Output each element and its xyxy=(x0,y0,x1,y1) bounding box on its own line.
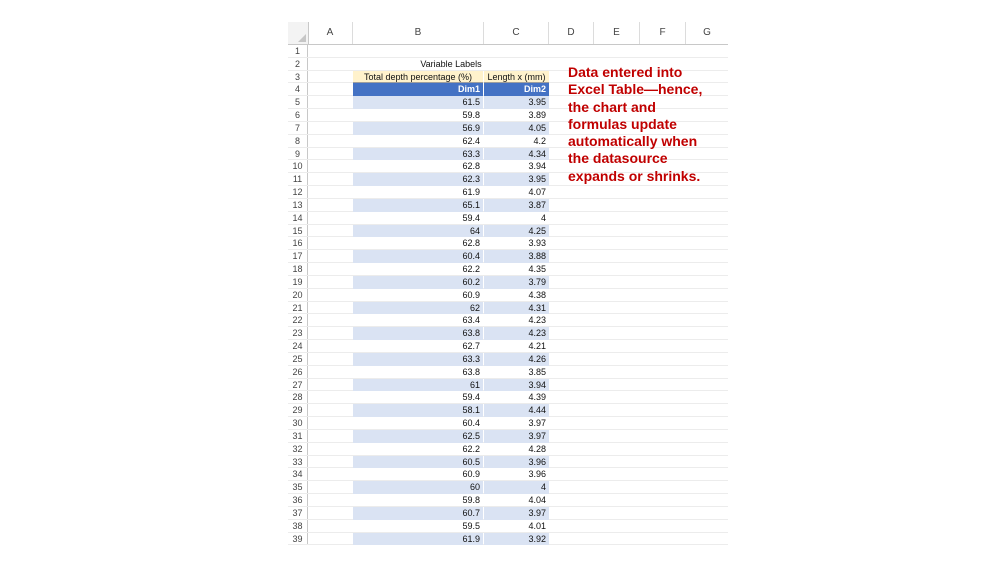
table-cell-dim1[interactable]: 63.4 xyxy=(462,315,480,326)
table-cell-dim2[interactable]: 3.95 xyxy=(484,96,549,109)
row-number[interactable]: 6 xyxy=(288,109,308,122)
table-cell-dim1[interactable]: 63.8 xyxy=(353,327,483,340)
table-cell-dim2[interactable]: 4.21 xyxy=(528,341,546,352)
column-header-c[interactable]: C xyxy=(484,22,549,44)
note-line: formulas update xyxy=(568,115,677,132)
label-dim1[interactable]: Total depth percentage (%) xyxy=(353,71,483,84)
table-cell-dim2[interactable]: 3.93 xyxy=(528,238,546,249)
table-cell-dim2[interactable]: 4.05 xyxy=(484,122,549,135)
sheet-row xyxy=(288,327,728,340)
row-number[interactable]: 28 xyxy=(288,391,308,404)
table-cell-dim1[interactable]: 62 xyxy=(353,302,483,315)
table-cell-dim2[interactable]: 3.97 xyxy=(484,507,549,520)
sheet-row xyxy=(288,379,728,392)
table-cell-dim2[interactable]: 3.96 xyxy=(484,456,549,469)
table-cell-dim2[interactable]: 4.38 xyxy=(528,289,546,300)
table-cell-dim2[interactable]: 4.34 xyxy=(484,148,549,161)
row-number[interactable]: 5 xyxy=(288,96,308,109)
row-number[interactable]: 13 xyxy=(288,199,308,212)
table-cell-dim1[interactable]: 61.9 xyxy=(462,187,480,198)
sheet-row xyxy=(288,250,728,263)
sheet-row xyxy=(288,276,728,289)
table-cell-dim1[interactable]: 60.9 xyxy=(462,289,480,300)
table-cell-dim2[interactable]: 4.26 xyxy=(484,353,549,366)
note-line: the datasource xyxy=(568,150,668,167)
row-number[interactable]: 4 xyxy=(288,83,308,96)
sheet-row xyxy=(288,430,728,443)
table-cell-dim1[interactable]: 59.8 xyxy=(462,495,480,506)
table-cell-dim2[interactable]: 4.23 xyxy=(484,327,549,340)
table-cell-dim1[interactable]: 60.5 xyxy=(353,456,483,469)
row-number[interactable]: 35 xyxy=(288,481,308,494)
table-cell-dim1[interactable]: 63.3 xyxy=(353,353,483,366)
select-all-corner[interactable] xyxy=(288,22,309,44)
note-line: Data entered into xyxy=(568,64,683,80)
row-number[interactable]: 27 xyxy=(288,379,308,392)
table-cell-dim1[interactable]: 60.7 xyxy=(353,507,483,520)
table-cell-dim2[interactable]: 3.97 xyxy=(528,418,546,429)
table-cell-dim2[interactable]: 4.01 xyxy=(528,520,546,531)
table-cell-dim2[interactable]: 3.94 xyxy=(528,161,546,172)
table-cell-dim1[interactable]: 62.2 xyxy=(462,264,480,275)
column-header-bar xyxy=(288,22,728,45)
row-number[interactable]: 25 xyxy=(288,353,308,366)
sheet-row xyxy=(288,340,728,353)
row-number[interactable]: 20 xyxy=(288,289,308,302)
table-cell-dim1[interactable]: 60 xyxy=(353,481,483,494)
table-cell-dim1[interactable]: 63.3 xyxy=(353,148,483,161)
row-number[interactable]: 33 xyxy=(288,456,308,469)
label-dim2[interactable]: Length x (mm) xyxy=(484,71,549,84)
row-number[interactable]: 16 xyxy=(288,237,308,250)
table-cell-dim1[interactable]: 64 xyxy=(353,225,483,238)
table-cell-dim2[interactable]: 4.07 xyxy=(528,187,546,198)
table-cell-dim1[interactable]: 58.1 xyxy=(353,404,483,417)
table-cell-dim1[interactable]: 59.4 xyxy=(462,212,480,223)
table-cell-dim1[interactable]: 59.4 xyxy=(462,392,480,403)
note-line: automatically when xyxy=(568,133,698,150)
table-cell-dim2[interactable]: 4 xyxy=(484,481,549,494)
row-number[interactable]: 10 xyxy=(288,160,308,173)
table-cell-dim1[interactable]: 60.4 xyxy=(353,250,483,263)
sheet-row xyxy=(288,314,728,327)
row-number[interactable]: 15 xyxy=(288,225,308,238)
table-cell-dim1[interactable]: 60.4 xyxy=(462,418,480,429)
row-number[interactable]: 9 xyxy=(288,148,308,161)
row-number[interactable]: 37 xyxy=(288,507,308,520)
sheet-row xyxy=(288,417,728,430)
row-number[interactable]: 19 xyxy=(288,276,308,289)
sheet-row xyxy=(288,199,728,212)
row-number[interactable]: 38 xyxy=(288,520,308,533)
table-cell-dim1[interactable]: 62.8 xyxy=(462,161,480,172)
table-cell-dim2[interactable]: 4.04 xyxy=(528,495,546,506)
sheet-row xyxy=(288,507,728,520)
sheet-row xyxy=(288,366,728,379)
row-number[interactable]: 1 xyxy=(288,45,308,58)
row-number[interactable]: 36 xyxy=(288,494,308,507)
table-header-dim2[interactable]: Dim2 xyxy=(484,83,549,96)
table-cell-dim2[interactable]: 4.39 xyxy=(528,392,546,403)
table-variable-labels-title: Variable Labels xyxy=(420,58,482,69)
table-cell-dim2[interactable]: 3.87 xyxy=(484,199,549,212)
sheet-row xyxy=(288,494,728,507)
table-cell-dim2[interactable]: 3.88 xyxy=(484,250,549,263)
note-line: the chart and xyxy=(568,98,656,115)
annotation-note xyxy=(568,64,728,185)
column-header-g[interactable]: G xyxy=(703,27,711,38)
table-cell-dim1[interactable]: 61.9 xyxy=(353,533,483,546)
sheet-row xyxy=(288,533,728,546)
sheet-row xyxy=(288,468,728,481)
table-cell-dim1[interactable]: 63.8 xyxy=(462,366,480,377)
column-header-e[interactable]: E xyxy=(594,22,640,44)
sheet-row xyxy=(288,186,728,199)
table-cell-dim1[interactable]: 62.8 xyxy=(462,238,480,249)
row-number[interactable]: 7 xyxy=(288,122,308,135)
table-cell-dim2[interactable]: 3.96 xyxy=(528,469,546,480)
column-header-a[interactable]: A xyxy=(308,22,353,44)
column-header-d[interactable]: D xyxy=(549,22,594,44)
row-number[interactable]: 22 xyxy=(288,314,308,327)
table-cell-dim2[interactable]: 3.94 xyxy=(484,379,549,392)
table-cell-dim2[interactable]: 3.85 xyxy=(528,366,546,377)
table-cell-dim2[interactable]: 4.23 xyxy=(528,315,546,326)
table-cell-dim2[interactable]: 4.25 xyxy=(484,225,549,238)
row-number[interactable]: 24 xyxy=(288,340,308,353)
table-cell-dim2[interactable]: 3.79 xyxy=(484,276,549,289)
table-cell-dim1[interactable]: 61.5 xyxy=(353,96,483,109)
table-cell-dim1[interactable]: 62.2 xyxy=(462,443,480,454)
table-cell-dim2[interactable]: 3.97 xyxy=(484,430,549,443)
table-cell-dim1[interactable]: 62.7 xyxy=(462,341,480,352)
sheet-row xyxy=(288,404,728,417)
row-number[interactable]: 32 xyxy=(288,443,308,456)
table-cell-dim2[interactable]: 4 xyxy=(540,212,546,223)
table-cell-dim2[interactable]: 4.28 xyxy=(528,443,546,454)
sheet-row xyxy=(288,225,728,238)
sheet-row xyxy=(288,443,728,456)
table-cell-dim1[interactable]: 56.9 xyxy=(353,122,483,135)
sheet-row xyxy=(288,237,728,250)
table-cell-dim2[interactable]: 3.92 xyxy=(484,533,549,546)
sheet-row xyxy=(288,520,728,533)
row-number[interactable]: 26 xyxy=(288,366,308,379)
table-cell-dim1[interactable]: 59.5 xyxy=(462,520,480,531)
note-line: expands or shrinks. xyxy=(568,167,701,184)
sheet-row xyxy=(288,391,728,404)
row-number[interactable]: 23 xyxy=(288,327,308,340)
table-cell-dim1[interactable]: 62.5 xyxy=(353,430,483,443)
sheet-row xyxy=(288,302,728,315)
table-cell-dim1[interactable]: 61 xyxy=(353,379,483,392)
table-cell-dim2[interactable]: 4.44 xyxy=(484,404,549,417)
row-number[interactable]: 30 xyxy=(288,417,308,430)
row-number[interactable]: 34 xyxy=(288,468,308,481)
table-cell-dim1[interactable]: 65.1 xyxy=(353,199,483,212)
row-number[interactable]: 39 xyxy=(288,533,308,546)
table-cell-dim2[interactable]: 4.31 xyxy=(484,302,549,315)
table-header-dim1[interactable]: Dim1 xyxy=(353,83,483,96)
sheet-row xyxy=(288,212,728,225)
sheet-row xyxy=(288,481,728,494)
row-number[interactable]: 14 xyxy=(288,212,308,225)
table-cell-dim1[interactable]: 62.4 xyxy=(462,135,480,146)
table-cell-dim1[interactable]: 60.2 xyxy=(353,276,483,289)
row-number[interactable]: 12 xyxy=(288,186,308,199)
table-cell-dim2[interactable]: 4.35 xyxy=(528,264,546,275)
row-number[interactable]: 17 xyxy=(288,250,308,263)
table-cell-dim1[interactable]: 60.9 xyxy=(462,469,480,480)
column-header-b[interactable]: B xyxy=(353,22,484,44)
sheet-row xyxy=(288,289,728,302)
sheet-row xyxy=(288,456,728,469)
table-cell-dim2[interactable]: 3.89 xyxy=(528,110,546,121)
sheet-row xyxy=(288,45,728,58)
table-cell-dim2[interactable]: 3.95 xyxy=(484,173,549,186)
sheet-row xyxy=(288,263,728,276)
note-line: Excel Table—hence, xyxy=(568,81,703,98)
row-number[interactable]: 2 xyxy=(288,58,308,71)
select-all-triangle-icon xyxy=(298,34,306,42)
row-number[interactable]: 18 xyxy=(288,263,308,276)
table-cell-dim2[interactable]: 4.2 xyxy=(533,135,546,146)
row-number[interactable]: 3 xyxy=(288,71,308,84)
row-number[interactable]: 29 xyxy=(288,404,308,417)
row-number[interactable]: 8 xyxy=(288,135,308,148)
column-header-f[interactable]: F xyxy=(640,22,686,44)
row-number[interactable]: 21 xyxy=(288,302,308,315)
row-number[interactable]: 31 xyxy=(288,430,308,443)
sheet-row xyxy=(288,353,728,366)
table-cell-dim1[interactable]: 59.8 xyxy=(462,110,480,121)
table-cell-dim1[interactable]: 62.3 xyxy=(353,173,483,186)
row-number[interactable]: 11 xyxy=(288,173,308,186)
